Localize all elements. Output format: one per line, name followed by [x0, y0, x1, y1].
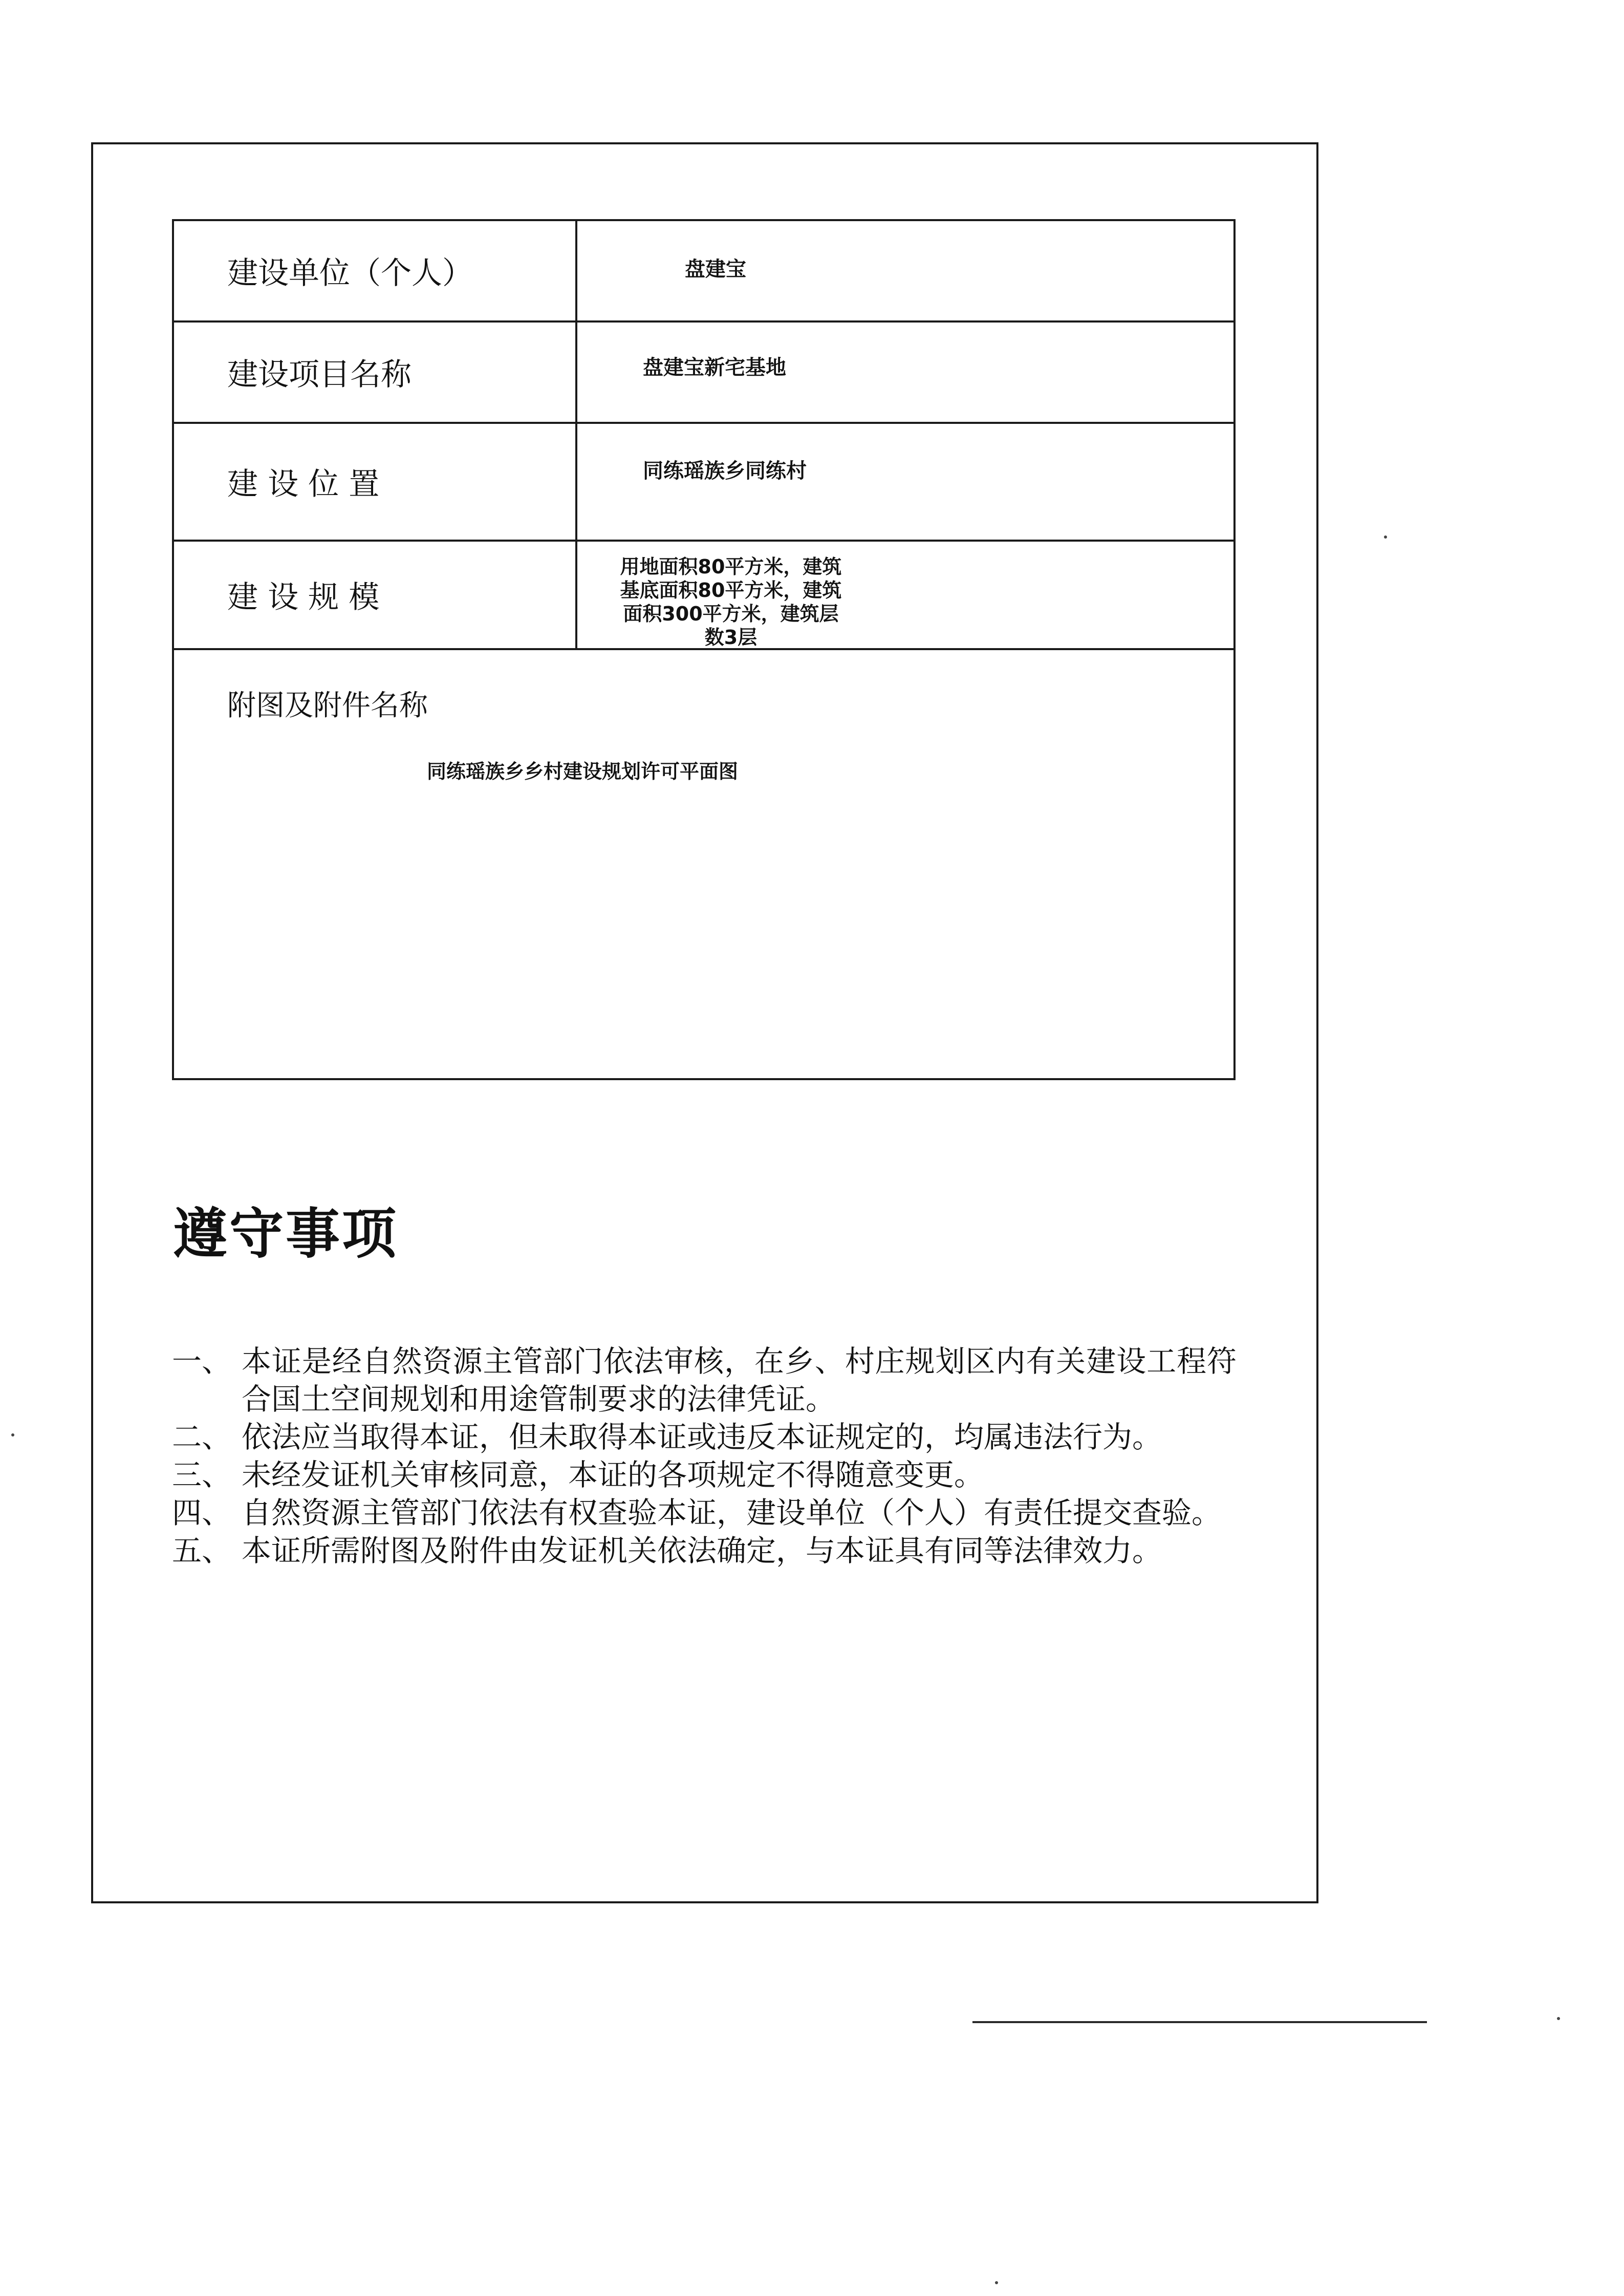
attachments-label: 附图及附件名称 [227, 689, 428, 722]
rule-text: 本证所需附图及附件由发证机关依法确定，与本证具有同等法律效力。 [242, 1533, 1162, 1568]
table-row-location [173, 423, 1235, 541]
rule-number: 三、 [172, 1457, 232, 1492]
value-construction-unit: 盘建宝 [576, 220, 1235, 321]
scan-artifact-line [972, 2021, 1427, 2023]
rule-item [172, 1418, 1237, 1456]
rule-number: 五、 [172, 1533, 232, 1568]
scale-line: 基底面积80平方米，建筑 [620, 579, 842, 602]
rule-text: 自然资源主管部门依法有权查验本证，建设单位（个人）有责任提交查验。 [242, 1495, 1222, 1530]
scan-speck [1384, 535, 1387, 539]
permit-info-table [172, 219, 1236, 1080]
rule-number: 二、 [172, 1420, 232, 1454]
label-project-name: 建设项目名称 [173, 321, 576, 423]
value-scale [576, 541, 1235, 649]
rule-number: 一、 [172, 1344, 232, 1379]
value-location: 同练瑶族乡同练村 [576, 423, 1235, 541]
rule-item [172, 1532, 1237, 1570]
scale-line: 数3层 [704, 626, 757, 649]
rules-list [172, 1342, 1237, 1570]
rules-heading: 遵守事项 [173, 1203, 398, 1265]
table-row-unit [173, 220, 1235, 321]
label-location: 建 设 位 置 [173, 423, 576, 541]
scan-speck [995, 2281, 998, 2284]
rule-item [172, 1494, 1237, 1532]
scale-line: 用地面积80平方米，建筑 [620, 555, 842, 578]
label-scale: 建 设 规 模 [173, 541, 576, 649]
rule-text: 本证是经自然资源主管部门依法审核，在乡、村庄规划区内有关建设工程符合国土空间规划和用途管制要求的法律凭证。 [242, 1344, 1237, 1417]
rule-text: 依法应当取得本证，但未取得本证或违反本证规定的，均属违法行为。 [242, 1420, 1162, 1454]
rule-text: 未经发证机关审核同意，本证的各项规定不得随意变更。 [242, 1457, 984, 1492]
scale-text-block [598, 555, 864, 649]
attachments-cell [173, 649, 1235, 1079]
table-row-scale [173, 541, 1235, 649]
label-construction-unit: 建设单位（个人） [173, 220, 576, 321]
rule-item [172, 1456, 1237, 1494]
rule-item [172, 1342, 1237, 1418]
table-row-project [173, 321, 1235, 423]
attachments-value: 同练瑶族乡乡村建设规划许可平面图 [427, 760, 739, 783]
scan-speck [11, 1433, 14, 1436]
value-project-name: 盘建宝新宅基地 [576, 321, 1235, 423]
table-row-attachments [173, 649, 1235, 1079]
scan-speck [1557, 2017, 1560, 2020]
scale-line: 面积300平方米，建筑层 [623, 603, 839, 625]
rule-number: 四、 [172, 1495, 232, 1530]
